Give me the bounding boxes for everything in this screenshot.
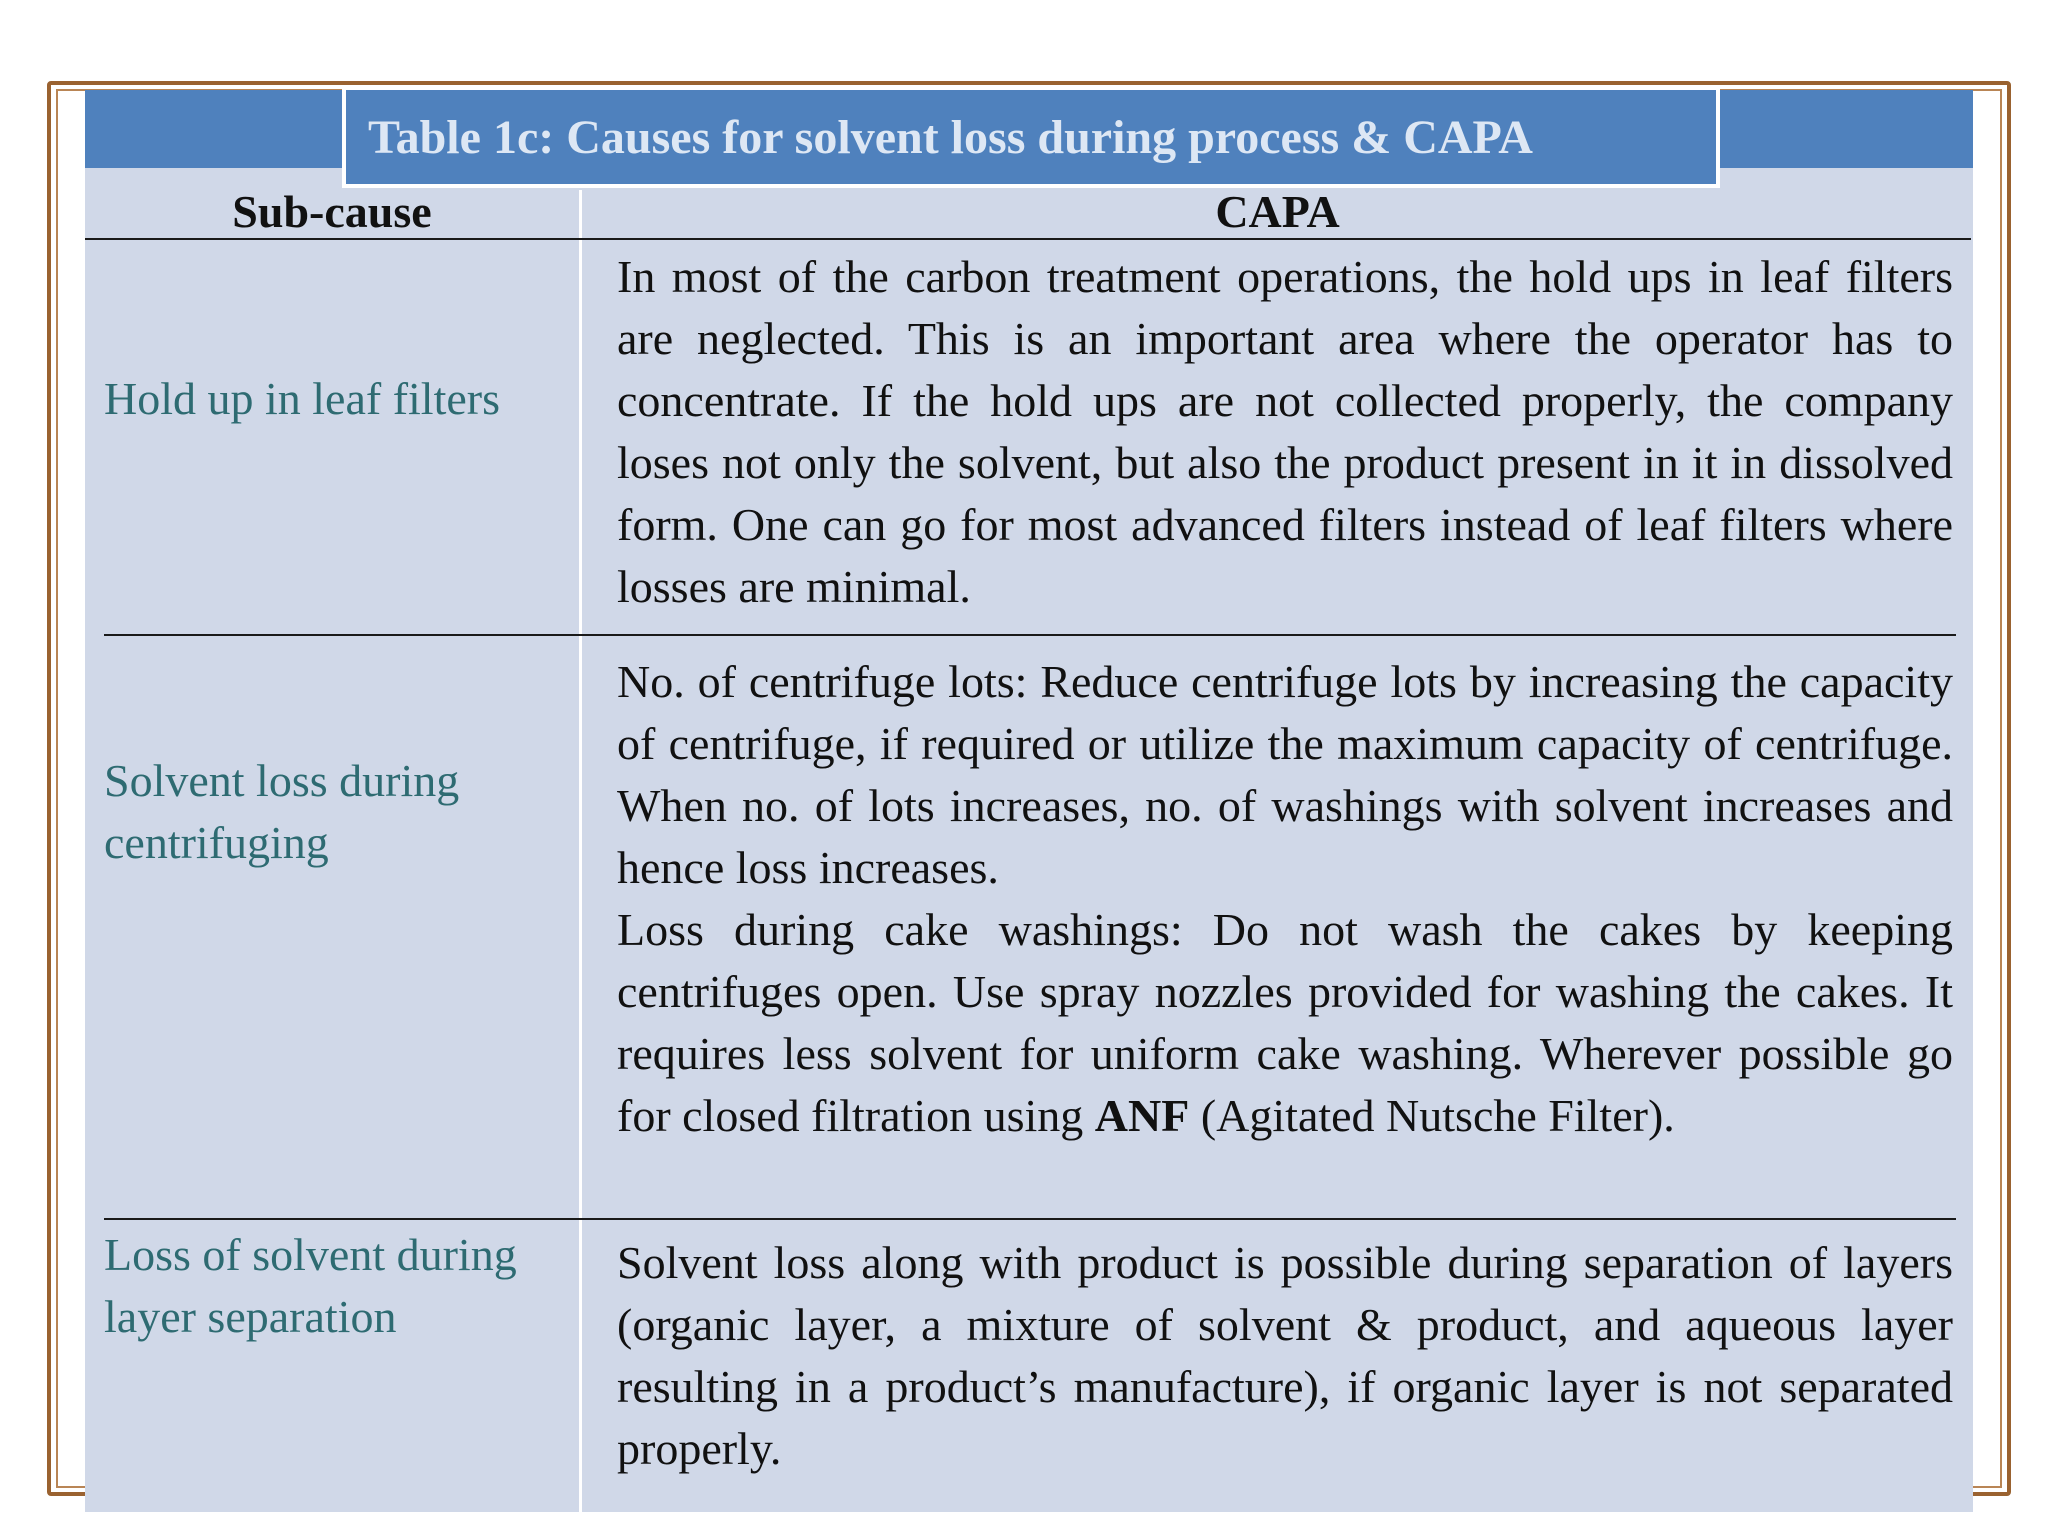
column-divider <box>579 190 582 1512</box>
table-row-subcause: Hold up in leaf filters <box>104 373 501 424</box>
capa-paragraph: In most of the carbon treatment operations, the hold ups in leaf filters are neglected. This is an important area where the operator has to concentrate. If the hold ups are not collected properly, the company loses not only the solvent, but also the product present in it in dissolved form. One can go for most advanced filters instead of leaf filters where losses are minimal. <box>617 251 1953 612</box>
capa-text: Loss during cake washings: Do not wash the cakes by keeping centrifuges open. Use spray nozzles provided for washing the cakes. It requires less solvent for uniform cake washing. Wherever possible go for closed filtration using <box>617 904 1953 1141</box>
table-title-box <box>342 88 1720 188</box>
capa-text: (Agitated Nutsche Filter). <box>1200 1090 1675 1141</box>
row-divider <box>104 634 1956 636</box>
capa-paragraph <box>617 899 1953 1147</box>
capa-paragraph: Solvent loss along with product is possible during separation of layers (organic layer, a mixture of solvent & product, and aqueous layer resulting in a product’s manufacture), if organic layer is not separated properly. <box>617 1237 1953 1474</box>
table-row-capa <box>617 651 1953 1147</box>
table-row-subcause: Loss of solvent during layer separation <box>104 1229 517 1342</box>
column-header-subcause: Sub-cause <box>232 186 432 237</box>
table-row-capa <box>617 246 1953 618</box>
capa-bold-term: ANF <box>1094 1090 1190 1141</box>
row-divider <box>104 1218 1956 1220</box>
table-title: Table 1c: Causes for solvent loss during process & CAPA <box>368 110 1533 164</box>
table-row-subcause: Solvent loss during centrifuging <box>104 755 460 868</box>
column-header-capa: CAPA <box>1215 186 1340 237</box>
capa-paragraph: No. of centrifuge lots: Reduce centrifuge lots by increasing the capacity of centrifuge, if required or utilize the maximum capacity of centrifuge. When no. of lots increases, no. of washings with solvent increases and hence loss increases. <box>617 656 1953 893</box>
table-row-capa <box>617 1232 1953 1480</box>
header-rule <box>85 238 1971 240</box>
